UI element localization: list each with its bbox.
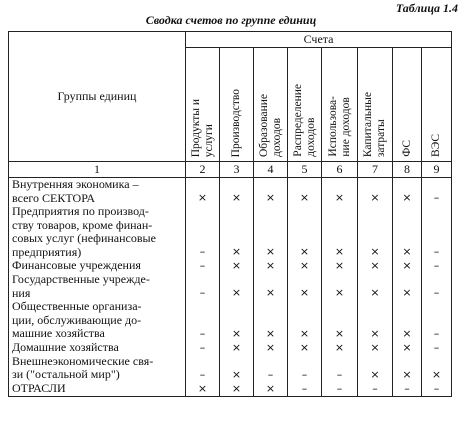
column-number: 2: [186, 162, 220, 178]
account-mark: ×: [393, 341, 422, 355]
column-header-label: Продукты и услуги: [189, 98, 215, 157]
column-header: [254, 48, 288, 162]
account-mark: ×: [288, 273, 322, 300]
account-mark: ×: [186, 178, 220, 206]
account-mark: ×: [220, 341, 254, 355]
account-mark: –: [422, 341, 452, 355]
unit-group-name-line: машние хозяйства: [12, 326, 105, 340]
unit-group-name: [9, 300, 186, 341]
account-mark: ×: [358, 355, 393, 382]
account-mark: –: [186, 341, 220, 355]
account-mark: ×: [254, 273, 288, 300]
groups-header: Группы единиц: [9, 32, 186, 162]
account-mark: –: [288, 355, 322, 382]
account-mark: –: [186, 259, 220, 273]
account-mark: –: [422, 300, 452, 341]
account-mark: ×: [393, 355, 422, 382]
account-mark: ×: [220, 355, 254, 382]
column-number: 1: [9, 162, 186, 178]
table-body: [9, 178, 452, 397]
unit-group-name-line: Предприятия по производ-: [12, 204, 149, 218]
account-mark: ×: [288, 205, 322, 259]
accounts-header: Счета: [186, 32, 452, 48]
unit-group-name-line: Внешнеэкономические свя-: [12, 353, 154, 368]
accounts-summary-table: [8, 31, 452, 397]
table-row: [9, 382, 452, 397]
column-header: [186, 48, 220, 162]
account-mark: ×: [358, 273, 393, 300]
account-mark: ×: [358, 178, 393, 206]
account-mark: ×: [358, 259, 393, 273]
unit-group-name-line: ния: [12, 285, 31, 300]
account-mark: –: [422, 382, 452, 397]
unit-group-name-line: ОТРАСЛИ: [12, 380, 66, 395]
account-mark: ×: [220, 300, 254, 341]
column-header: [322, 48, 358, 162]
account-mark: ×: [393, 273, 422, 300]
account-mark: ×: [322, 259, 358, 273]
table-row: [9, 273, 452, 300]
account-mark: –: [422, 178, 452, 206]
account-mark: ×: [254, 205, 288, 259]
account-mark: ×: [322, 273, 358, 300]
account-mark: ×: [288, 259, 322, 273]
unit-group-name: [9, 273, 186, 300]
column-number: 8: [393, 162, 422, 178]
table-row: [9, 355, 452, 382]
account-mark: ×: [322, 300, 358, 341]
account-mark: ×: [288, 178, 322, 206]
unit-group-name-line: зи ("остальной мир"): [12, 367, 120, 381]
unit-group-name-line: Общественные организа-: [12, 299, 142, 313]
column-header-label: ВЭС: [430, 134, 443, 157]
column-header: [422, 48, 452, 162]
account-mark: ×: [358, 205, 393, 259]
column-header-label: Производство: [230, 88, 242, 157]
column-header-label: Образование доходов: [257, 93, 283, 157]
account-mark: ×: [322, 205, 358, 259]
column-number: 9: [422, 162, 452, 178]
table-row: [9, 300, 452, 341]
account-mark: –: [422, 205, 452, 259]
column-header-label: Капитальные затраты: [362, 91, 387, 157]
column-header: [288, 48, 322, 162]
unit-group-name-line: Государственные учрежде-: [12, 272, 150, 286]
unit-group-name: [9, 382, 186, 397]
account-mark: ×: [358, 341, 393, 355]
column-header: [393, 48, 422, 162]
account-mark: ×: [288, 341, 322, 355]
table-row: [9, 341, 452, 355]
table-row: [9, 205, 452, 259]
unit-group-name: [9, 259, 186, 273]
account-mark: ×: [254, 382, 288, 397]
account-mark: ×: [393, 300, 422, 341]
column-header: [358, 48, 393, 162]
account-mark: ×: [254, 341, 288, 355]
unit-group-name: [9, 341, 186, 355]
account-mark: –: [422, 259, 452, 273]
account-mark: ×: [422, 355, 452, 382]
unit-group-name: [9, 205, 186, 259]
account-mark: ×: [322, 178, 358, 206]
account-mark: ×: [220, 382, 254, 397]
column-header-label: Использова- ние доходов: [326, 96, 352, 157]
account-mark: –: [254, 355, 288, 382]
account-mark: ×: [220, 178, 254, 206]
account-mark: –: [186, 205, 220, 259]
unit-group-name: [9, 178, 186, 206]
column-number: 4: [254, 162, 288, 178]
unit-group-name-line: предприятия): [12, 244, 82, 259]
account-mark: ×: [220, 259, 254, 273]
column-header: [220, 48, 254, 162]
account-mark: ×: [393, 178, 422, 206]
unit-group-name-line: ции, обслуживающие до-: [12, 312, 142, 327]
account-mark: ×: [322, 341, 358, 355]
account-mark: ×: [393, 259, 422, 273]
unit-group-name-line: ству товаров, кроме финан-: [12, 217, 153, 232]
account-mark: ×: [254, 259, 288, 273]
account-mark: ×: [358, 300, 393, 341]
column-number: 3: [220, 162, 254, 178]
account-mark: –: [393, 382, 422, 397]
table-row: [9, 259, 452, 273]
account-mark: –: [358, 382, 393, 397]
account-mark: –: [288, 382, 322, 397]
account-mark: ×: [254, 178, 288, 206]
account-mark: ×: [393, 205, 422, 259]
account-mark: –: [186, 273, 220, 300]
column-header-label: ФС: [400, 140, 413, 157]
account-mark: –: [186, 355, 220, 382]
account-mark: ×: [220, 273, 254, 300]
account-mark: –: [422, 273, 452, 300]
unit-group-name-line: Домашние хозяйства: [12, 339, 119, 354]
unit-group-name-line: Внутренняя экономика –: [12, 177, 139, 191]
unit-group-name-line: всего СЕКТОРА: [12, 190, 95, 205]
column-number: 7: [358, 162, 393, 178]
unit-group-name-line: совых услуг (нефинансовые: [12, 231, 156, 245]
unit-group-name-line: Финансовые учреждения: [12, 258, 141, 273]
column-numbers-row: [9, 162, 452, 178]
account-mark: ×: [254, 300, 288, 341]
account-mark: –: [322, 355, 358, 382]
column-number: 6: [322, 162, 358, 178]
unit-group-name: [9, 355, 186, 382]
account-mark: ×: [288, 300, 322, 341]
account-mark: ×: [186, 382, 220, 397]
account-mark: ×: [220, 205, 254, 259]
table-number: Таблица 1.4: [395, 1, 458, 15]
account-mark: –: [186, 300, 220, 341]
account-mark: –: [322, 382, 358, 397]
column-number: 5: [288, 162, 322, 178]
column-header-label: Распределение доходов: [291, 84, 317, 157]
table-caption: Сводка счетов по группе единиц: [145, 13, 317, 27]
table-row: [9, 178, 452, 206]
